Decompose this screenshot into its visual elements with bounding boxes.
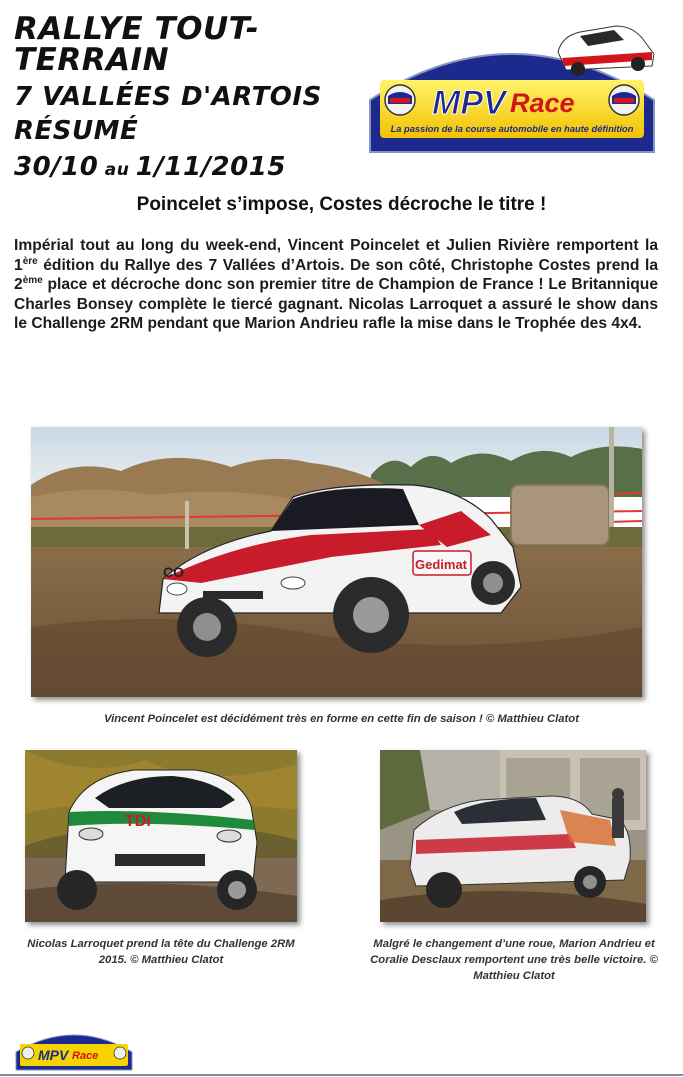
- svg-text:CO: CO: [163, 564, 184, 580]
- left-photo-caption: Nicolas Larroquet prend la tête du Challenge 2RM 2015. © Matthieu Clatot: [27, 938, 295, 966]
- svg-text:La passion de la course automo: La passion de la course automobile en haute définition: [390, 124, 634, 134]
- svg-text:MPV: MPV: [38, 1047, 69, 1063]
- mpv-race-logo: [366, 14, 658, 156]
- rally-dates: 30/10 au 1/11/2015: [14, 152, 286, 182]
- mpv-race-logo-small: [14, 1022, 134, 1072]
- summary-label: RÉSUMÉ: [14, 116, 139, 146]
- article-headline: Poincelet s’impose, Costes décroche le titre !: [136, 194, 547, 215]
- right-photo-caption: Malgré le changement d’une roue, Marion Andrieu et Coralie Desclaux remportent une très belle victoire. © Matthieu Clatot: [370, 938, 658, 982]
- main-photo-caption: Vincent Poincelet est décidément très en forme en cette fin de saison ! © Matthieu Clatot: [104, 713, 579, 725]
- svg-text:Gedimat: Gedimat: [415, 557, 468, 572]
- main-photo-poincelet-buggy: [31, 427, 642, 697]
- article-intro: Impérial tout au long du week-end, Vincent Poincelet et Julien Rivière remportent la 1ère édition du Rallye des 7 Vallées d’Artois. De son côté, Christophe Costes prend la 2ème place et décroche donc son premier titre de Champion de France ! Le Britannique Charles Bonsey complète le tiercé gagnant. Nicolas Larroquet a assuré le show dans le Challenge 2RM pendant que Marion Andrieu rafle la mise dans le Trophée des 4x4.: [14, 237, 658, 332]
- logo-car-icon: [558, 26, 654, 76]
- svg-text:MPV: MPV: [432, 84, 506, 122]
- helmet-icon: [22, 1047, 34, 1059]
- helmet-icon: [114, 1047, 126, 1059]
- svg-text:TDI: TDI: [125, 813, 151, 830]
- rally-title: RALLYE TOUT-TERRAIN: [14, 11, 260, 78]
- helmet-icon: [385, 85, 415, 115]
- photo-larroquet-buggy: [25, 750, 297, 922]
- helmet-icon: [609, 85, 639, 115]
- rally-subtitle: 7 VALLÉES D'ARTOIS: [14, 82, 322, 112]
- svg-text:Race: Race: [72, 1050, 99, 1062]
- photo-andrieu-pickup: [380, 750, 646, 922]
- svg-text:Race: Race: [510, 88, 575, 118]
- header-title-block: [14, 11, 374, 182]
